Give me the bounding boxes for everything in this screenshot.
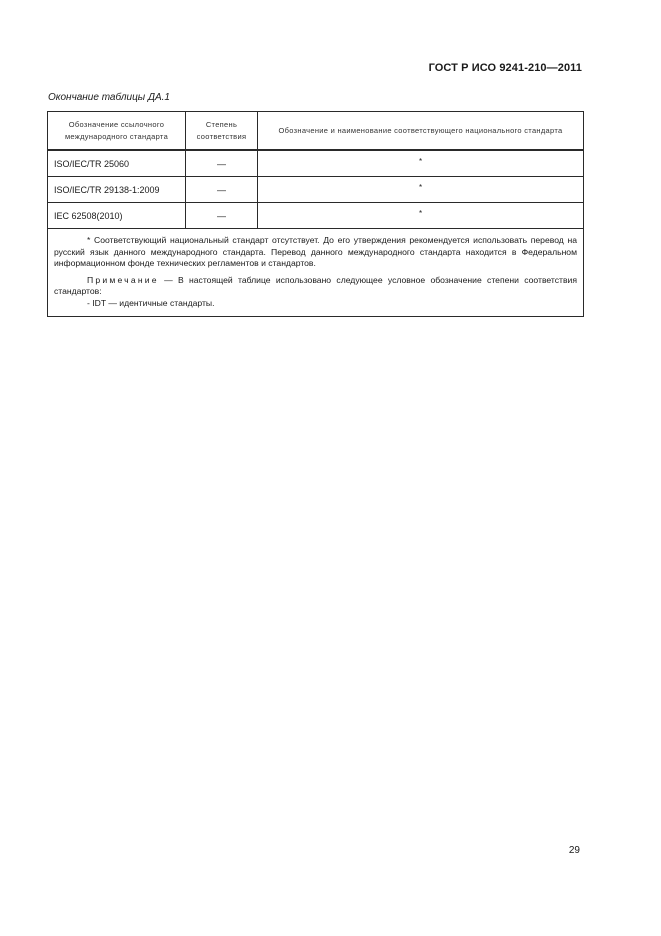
- table-row: [48, 177, 584, 203]
- degree-cell: —: [186, 203, 258, 229]
- note-label: Примечание: [87, 274, 159, 285]
- column-header-reference-standard: Обозначение ссылочного международного стандарта: [48, 112, 186, 151]
- column-header-degree: Степень соответствия: [186, 112, 258, 151]
- note-paragraph: [54, 275, 577, 298]
- page-number: 29: [568, 845, 580, 856]
- table-header-row: [48, 112, 584, 151]
- standards-table: [47, 111, 584, 317]
- column-header-national-standard: Обозначение и наименование соответствующего национального стандарта: [258, 112, 584, 151]
- table-caption: Окончание таблицы ДА.1: [48, 92, 170, 103]
- table-notes-row: [48, 229, 584, 317]
- reference-standard-cell: ISO/IEC/TR 29138-1:2009: [48, 177, 186, 203]
- table-notes-cell: [48, 229, 584, 317]
- degree-cell: —: [186, 150, 258, 177]
- page-header-title: ГОСТ Р ИСО 9241-210—2011: [428, 62, 582, 74]
- note-item: - IDT — идентичные стандарты.: [87, 297, 215, 308]
- footnote-text: * Соответствующий национальный стандарт отсутствует. До его утверждения рекомендуется использовать перевод на русский язык данного международного стандарта. Перевод данного международного стандарта находится в Федеральном информационном фонде технических регламентов и стандартов.: [54, 235, 577, 268]
- table-row: [48, 203, 584, 229]
- national-standard-cell: *: [258, 177, 584, 203]
- note-text: — В настоящей таблице использовано следующее условное обозначение степени соответствия стандартов:: [54, 274, 577, 296]
- reference-standard-cell: IEC 62508(2010): [48, 203, 186, 229]
- national-standard-cell: *: [258, 203, 584, 229]
- table-row: [48, 150, 584, 177]
- national-standard-cell: *: [258, 150, 584, 177]
- reference-standard-cell: ISO/IEC/TR 25060: [48, 150, 186, 177]
- degree-cell: —: [186, 177, 258, 203]
